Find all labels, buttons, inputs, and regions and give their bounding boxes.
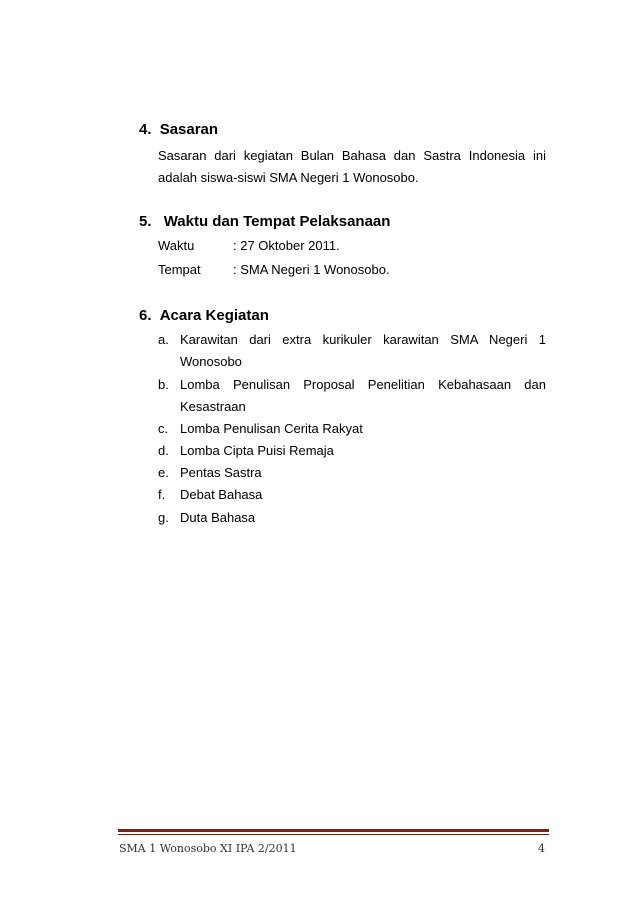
- list-line: Lomba Penulisan Proposal Penelitian Kebahasaan dan: [180, 377, 546, 392]
- section-heading-waktu: [139, 213, 390, 230]
- info-value: : SMA Negeri 1 Wonosobo.: [233, 262, 390, 277]
- paragraph-line: Sasaran dari kegiatan Bulan Bahasa dan Sastra Indonesia ini: [158, 148, 546, 163]
- section-number: 5.: [139, 213, 152, 230]
- list-item: [158, 484, 546, 506]
- section-number: 4.: [139, 121, 152, 138]
- section-heading-sasaran: [139, 121, 218, 138]
- list-letter: d.: [158, 443, 169, 458]
- info-key: Waktu: [158, 238, 195, 253]
- list-item: [158, 440, 546, 462]
- list-letter: e.: [158, 465, 169, 480]
- paragraph-line: adalah siswa-siswi SMA Negeri 1 Wonosobo.: [158, 170, 419, 185]
- list-text: Lomba Penulisan Cerita Rakyat: [180, 421, 363, 436]
- info-key: Tempat: [158, 262, 201, 277]
- section-title: Sasaran: [159, 121, 219, 138]
- list-text: Duta Bahasa: [180, 510, 256, 525]
- sasaran-paragraph: [158, 145, 546, 189]
- info-value: : 27 Oktober 2011.: [233, 238, 340, 253]
- section-title: Waktu dan Tempat Pelaksanaan: [163, 213, 391, 230]
- list-text: Pentas Sastra: [180, 465, 262, 480]
- footer-rule: [118, 829, 549, 832]
- footer-text: SMA 1 Wonosobo XI IPA 2/2011: [119, 842, 297, 855]
- list-item: [158, 329, 546, 373]
- section-title: Acara Kegiatan: [159, 307, 269, 324]
- list-letter: a.: [158, 332, 169, 347]
- list-text: [180, 374, 546, 418]
- list-line: Wonosobo: [180, 354, 242, 369]
- list-letter: b.: [158, 377, 169, 392]
- section-heading-acara: [139, 307, 269, 324]
- list-line: Kesastraan: [180, 399, 246, 414]
- page-number: 4: [538, 842, 545, 855]
- list-line: Karawitan dari extra kurikuler karawitan SMA Negeri 1: [180, 332, 546, 347]
- list-item: [158, 507, 546, 529]
- list-item: [158, 462, 546, 484]
- list-letter: c.: [158, 421, 169, 436]
- list-text: [180, 329, 546, 373]
- list-text: Lomba Cipta Puisi Remaja: [180, 443, 334, 458]
- list-item: [158, 418, 546, 440]
- list-item: [158, 374, 546, 418]
- footer-rule-thin: [118, 834, 549, 835]
- section-number: 6.: [139, 307, 152, 324]
- list-text: Debat Bahasa: [180, 487, 263, 502]
- list-letter: g.: [158, 510, 169, 525]
- list-letter: f.: [158, 487, 166, 502]
